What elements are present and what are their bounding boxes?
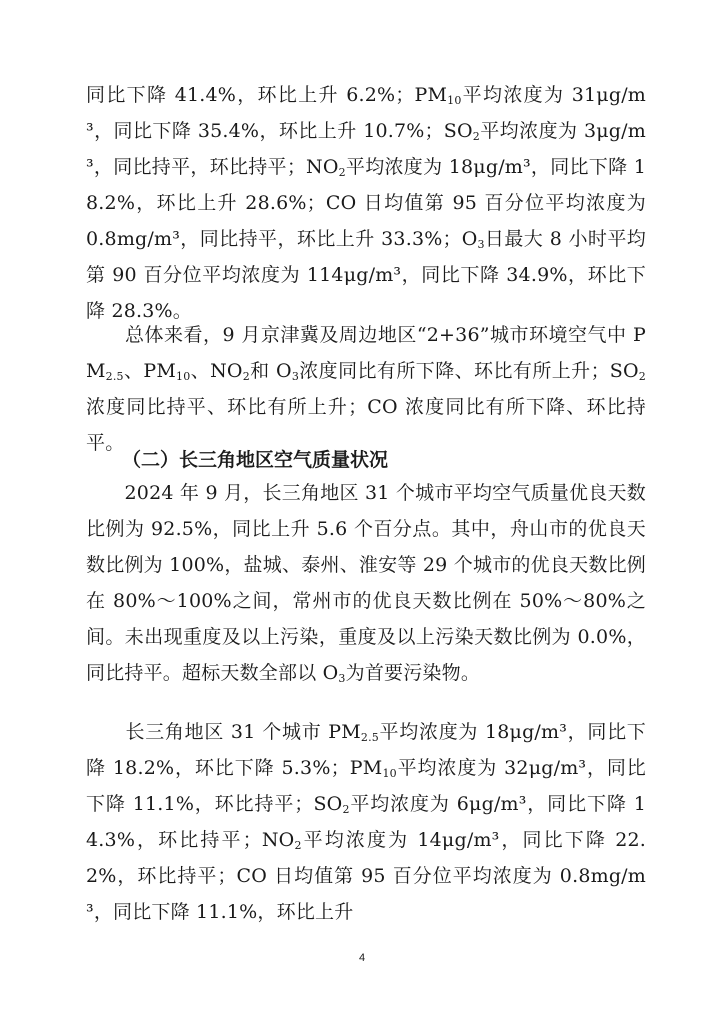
paragraph-text: 同比下降 41.4%，环比上升 6.2%；PM: [86, 84, 448, 106]
chemical-subscript: 3: [338, 672, 346, 685]
chemical-subscript: 2: [472, 130, 480, 143]
chemical-subscript: 3: [477, 238, 485, 251]
paragraph-text: 日最大 8 小时平均第 90 百分位平均浓度为 114μg/m³，同比下降 34.9%，环比下降 28.3%。: [86, 228, 647, 322]
paragraph-jingjinji-concentrations: [86, 77, 646, 329]
paragraph-text: 平均浓度为 18μg/m³，同比下降 18.2%，环比下降 5.3%；PM: [86, 721, 646, 779]
chemical-subscript: 10: [382, 767, 397, 780]
chemical-subscript: 2: [342, 803, 350, 816]
chemical-subscript: 2: [638, 370, 646, 383]
paragraph-text: 总体来看，9 月京津冀及周边地区“2+36”城市环境空气中 PM: [86, 324, 646, 382]
chemical-subscript: 10: [176, 370, 191, 383]
paragraph-text: 平均浓度为 32μg/m³，同比下降 11.1%，环比持平；SO: [86, 757, 647, 815]
chemical-subscript: 3: [291, 370, 300, 383]
chemical-subscript: 2: [338, 166, 346, 179]
chemical-subscript: 2.5: [105, 370, 124, 383]
paragraph-text: 浓度同比有所下降、环比有所上升；SO: [299, 360, 639, 382]
paragraph-text: 、NO: [190, 360, 243, 382]
paragraph-yangtze-delta-days: [86, 475, 646, 691]
paragraph-text: 长三角地区 31 个城市 PM: [86, 721, 361, 743]
chemical-subscript: 2: [242, 370, 250, 383]
page-number: 4: [358, 952, 366, 964]
paragraph-yangtze-delta-concentrations: [86, 714, 646, 930]
paragraph-text: 、PM: [123, 360, 177, 382]
paragraph-jingjinji-summary: [86, 317, 646, 461]
paragraph-text: 浓度同比持平、环比有所上升；CO 浓度同比有所下降、环比持平。: [86, 396, 646, 454]
chemical-subscript: 10: [447, 94, 462, 107]
paragraph-text: 2024 年 9 月，长三角地区 31 个城市平均空气质量优良天数比例为 92.5%，同比上升 5.6 个百分点。其中，舟山市的优良天数比例为 100%，盐城、泰州、淮安等 29 个城市的优良天数比例在 80%～100%之间，常州市的优良天数比例在 50%～80%之间。未出现重度及以上污染，重度及以上污染天数比例为 0.0%，同比持平。超标天数全部以 O: [86, 482, 646, 684]
paragraph-text: 平均浓度为 14μg/m³，同比下降 22.2%，环比持平；CO 日均值第 95 百分位平均浓度为 0.8mg/m³，同比下降 11.1%，环比上升: [86, 829, 647, 923]
paragraph-text: 平均浓度为 18μg/m³，同比下降 18.2%，环比上升 28.6%；CO 日均值第 95 百分位平均浓度为 0.8mg/m³，同比持平，环比上升 33.3%；O: [86, 156, 646, 250]
chemical-subscript: 2: [294, 839, 302, 852]
paragraph-text: 平均浓度为 31μg/m³，同比下降 35.4%，环比上升 10.7%；SO: [86, 84, 647, 142]
section-heading: （二）长三角地区空气质量状况: [122, 449, 389, 471]
paragraph-text: 平均浓度为 6μg/m³，同比下降 14.3%，环比持平；NO: [86, 793, 646, 851]
paragraph-text: 平均浓度为 3μg/m³，同比持平，环比持平；NO: [86, 120, 646, 178]
paragraph-text: 和 O: [249, 360, 292, 382]
paragraph-text: 为首要污染物。: [345, 662, 481, 684]
chemical-subscript: 2.5: [360, 731, 379, 744]
